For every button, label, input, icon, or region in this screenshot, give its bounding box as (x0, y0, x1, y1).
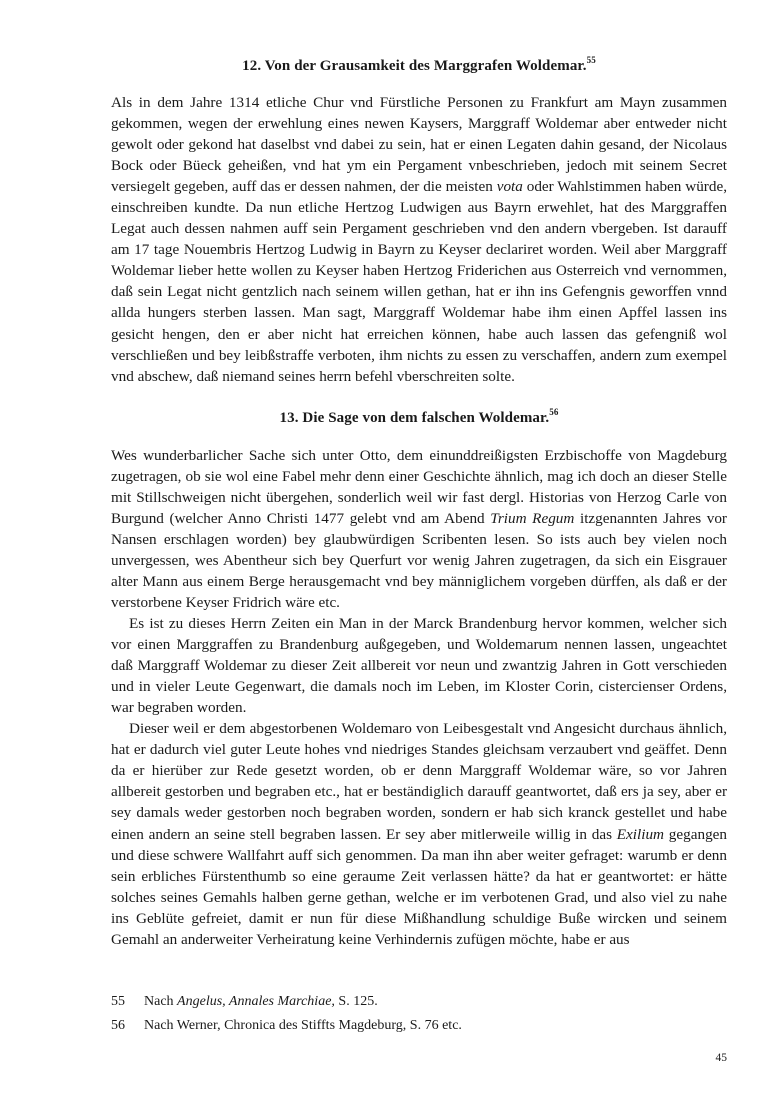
section-13-paragraph-2 (111, 613, 727, 718)
section-13-paragraph-1 (111, 445, 727, 613)
text-run: itzgenannten Jahres vor Nansen erschlagen worden) bey glaubwürdigen Scribenten lesen. So ists auch bey vielen noch unvergessen, wes Abentheur sich bey Querfurt vor wenig Jahren zugetragen, da sich ein Eisgrauer alter Mann aus einem Berge herausgemacht vnd bey männiglichem vorgeben dürffen, als daß er der verstorbene Keyser Fridrich wäre etc. (111, 509, 727, 611)
text-run: gegangen und diese schwere Wallfahrt auff sich genommen. Da man ihn aber weiter gefraget: warumb er denn sein erbliches Fürstenthumb so eine geraume Zeit verlassen hätte? da hat er geantwortet: er hätte solches seines Gemahls halben gerne gethan, welche er im verbotenen Grad, und also viel zu nahe ins Geblüte gefreiet, damit er nun für diese Mißhandlung schuldige Buße wircken und seinem Gemahl an anderweiter Verheiratung keine Verhindernis zufügen möchte, habe er aus (111, 825, 727, 948)
section-12-title: 12. Von der Grausamkeit des Marggrafen Woldemar. (242, 58, 587, 74)
footnote-ref-55[interactable]: 55 (586, 55, 596, 65)
footnotes (111, 990, 727, 1038)
page-body (111, 56, 727, 950)
text-run: Dieser weil er dem abgestorbenen Woldemaro von Leibesgestalt vnd Angesicht durchaus ähnlich, hat er dadurch viel guter Leute hohes vnd niedriges Standes gleichsam verzaubert vnd geäffet. Denn da er hierüber zur Rede gesetzt worden, ob er denn Marggraff Woldemar wäre, so vor Jahren allbereit gestorben und begraben etc., hat er beständiglich darauff geantwortet, daß ers ja sey, aber er sey damals weder gestorben noch begraben worden, sondern er hab sich kranck gestellet und habe einen andern an seine stell begraben lassen. Er sey aber mitlerweile willig in das (111, 720, 727, 843)
text-run: Nach Werner, Chronica des Stiffts Magdeburg, S. 76 etc. (144, 1018, 462, 1033)
italic-text: vota (496, 178, 523, 196)
text-run: Es ist zu dieses Herrn Zeiten ein Man in der Marck Brandenburg hervor kommen, welcher sich vor einen Marggraffen zu Brandenburg außgegeben, und Woldemarum nennen lassen, ungeachtet daß Marggraff Woldemar zu dieser Zeit allbereit vor neun und zwantzig Jahren in Gott verschieden und in vieler Leute Gegenwart, die damals noch im Leben, im Kloster Corin, cistercienser Ordens, war begraben worden. (111, 615, 727, 717)
text-run: Wes wunderbarlicher Sache sich unter Otto, dem einunddreißigsten Erzbischoffe von Magdeburg zugetragen, ob sie wol eine Fabel mehr denn einer Geschichte ähnlich, mag ich doch an dieser Stelle mit Stillschweigen nicht übergehen, sonderlich weil wir fast dergl. Historias von Herzog Carle von Burgund (welcher Anno Christi 1477 gelebt vnd am Abend (111, 446, 727, 527)
italic-text: Trium Regum (490, 509, 575, 527)
footnote-text (144, 990, 378, 1014)
text-run: Als in dem Jahre 1314 etliche Chur vnd Fürstliche Personen zu Frankfurt am Mayn zusammen gekommen, wegen der erwehlung eines newen Kaysers, Marggraff Woldemar aber entweder nicht gewolt oder gekond hat daselbst vnd dabei zu sein, hat er einen Legaten dahin gesand, der Nicolaus Bock oder Büeck geheißen, vnd hat ym ein Pergament vnbeschrieben, jedoch mit seinem Secret versiegelt gegeben, auff das er dessen nahmen, der die meisten (111, 94, 727, 196)
text-run: oder Wahlstimmen haben würde, einschreiben kundte. Da nun etliche Hertzog Ludwigen aus Bayrn erwehlet, hat des Marggraffen Legat auch dessen nahmen auff sein Pergament geschrieben vnd den andern vbergeben. Ist darauff am 17 tage Nouembris Hertzog Ludwig in Bayrn zu Keyser declariret worden. Weil aber Marggraff Woldemar lieber hette wollen zu Keyser haben Hertzog Friderichen aus Osterreich vnd vernommen, daß sein Legat nicht gentzlich nach seinem willen gethan, hat er ihn ins Gefengnis geworffen vnnd allda hungers sterben lassen. Man sagt, Marggraff Woldemar habe ihm einen Apffel lassen ins gesicht hengen, den er aber nicht hat erreichen können, habe auch lassen das gefengniß wol verschließen und bey leibßstraffe verboten, ihm nichts zu essen zu verschaffen, andern zum exempel vnd abschew, daß niemand seines herrn befehl vberschreiten solte. (111, 178, 727, 385)
italic-text: Exilium (616, 825, 665, 843)
text-run: Nach (144, 994, 178, 1009)
footnote-number: 56 (111, 1018, 125, 1033)
section-12-paragraph-1 (111, 92, 727, 387)
footnote-ref-56[interactable]: 56 (549, 406, 559, 417)
page-number: 45 (715, 1052, 727, 1064)
footnote-56 (111, 1014, 727, 1038)
section-13-paragraph-3 (111, 718, 727, 950)
text-run: S. 125. (334, 994, 378, 1009)
footnote-number: 55 (111, 994, 125, 1009)
section-13-title: 13. Die Sage von dem falschen Woldemar. (279, 409, 550, 426)
footnote-text (144, 1014, 462, 1038)
italic-text: Angelus, Annales Marchiae, (177, 994, 335, 1009)
section-12-heading (111, 56, 727, 76)
footnote-55 (111, 990, 727, 1014)
section-13-heading (111, 408, 727, 428)
